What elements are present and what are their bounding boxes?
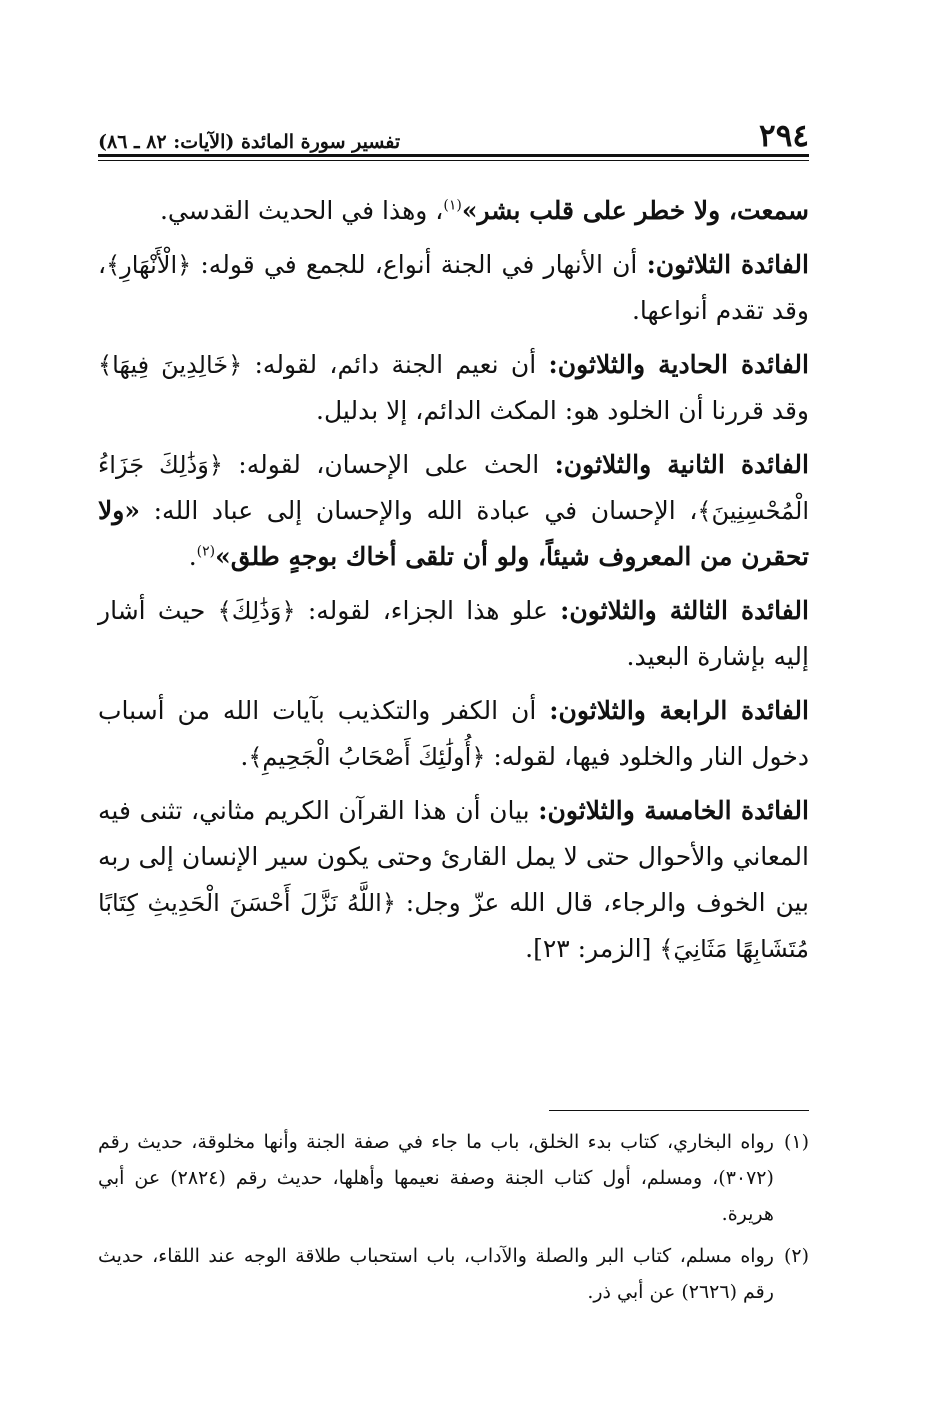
- surah-reference: [الزمر: ٢٣].: [525, 934, 660, 963]
- paragraph-text: .: [188, 542, 197, 571]
- header-rule-thick: [98, 154, 809, 157]
- paragraph-text: ، وهذا في الحديث القدسي.: [159, 196, 444, 225]
- benefit-31: [98, 342, 809, 434]
- quran-quote: ﴿اللَّهُ نَزَّلَ أَحْسَنَ الْحَدِيثِ كِتَابًا مُتَشَابِهًا مَثَانِيَ﴾: [98, 889, 809, 963]
- footnote-number: (٢): [783, 1245, 809, 1267]
- footnote-ref-1[interactable]: (١): [443, 197, 462, 214]
- quran-quote: ﴿خَالِدِينَ فِيهَا﴾: [98, 351, 243, 379]
- main-text: [98, 188, 809, 980]
- footnote-1: [98, 1124, 809, 1232]
- quran-quote: ﴿الْأَنْهَارِ﴾: [106, 251, 192, 279]
- benefit-heading: الفائدة الخامسة والثلاثون:: [538, 796, 809, 825]
- paragraph-text: حيث أشار إليه بإشارة البعيد.: [98, 596, 809, 671]
- page-number: ٢٩٤: [759, 118, 809, 154]
- paragraph-text: أن الكفر والتكذيب بآيات الله من أسباب دخول النار والخلود فيها، لقوله:: [98, 696, 809, 771]
- paragraph-text: وقد قررنا أن الخلود هو: المكث الدائم، إلا بدليل.: [316, 396, 809, 425]
- running-title: تفسير سورة المائدة (الآيات: ٨٢ ـ ٨٦): [98, 131, 401, 153]
- footnote-text: رواه البخاري، كتاب بدء الخلق، باب ما جاء في صفة الجنة وأنها مخلوقة، حديث رقم (٣٠٧٢)، ومسلم، أول كتاب الجنة وصفة نعيمها وأهلها، حديث رقم (٢٨٢٤) عن أبي هريرة.: [98, 1131, 774, 1225]
- footnote-ref-2[interactable]: (٢): [196, 543, 216, 560]
- quran-quote: ﴿وَذَٰلِكَ﴾: [217, 597, 296, 625]
- benefit-34: [98, 688, 809, 780]
- benefit-32: [98, 442, 809, 580]
- footnote-2: [98, 1238, 809, 1310]
- benefit-33: [98, 588, 809, 680]
- paragraph-text: ، وقد تقدم أنواعها.: [98, 250, 809, 325]
- page-header: [98, 112, 809, 158]
- footnotes: [98, 1124, 809, 1316]
- benefit-heading: الفائدة الحادية والثلاثون:: [548, 350, 809, 379]
- benefit-35: [98, 788, 809, 972]
- paragraph-text: بيان أن هذا القرآن الكريم مثاني، تثنى فيه المعاني والأحوال حتى لا يمل القارئ وحتى يكون سير الإنسان إلى ربه بين الخوف والرجاء، قال الله عزّ وجل:: [98, 796, 809, 917]
- hadith-fragment: سمعت، ولا خطر على قلب بشر»: [461, 196, 809, 225]
- benefit-heading: الفائدة الرابعة والثلاثون:: [549, 696, 809, 725]
- paragraph-text: .: [240, 742, 249, 771]
- paragraph-text: أن نعيم الجنة دائم، لقوله:: [242, 350, 549, 379]
- paragraph-text: أن الأنهار في الجنة أنواع، للجمع في قوله:: [191, 250, 647, 279]
- benefit-heading: الفائدة الثالثة والثلاثون:: [560, 596, 809, 625]
- footnote-text: رواه مسلم، كتاب البر والصلة والآداب، باب استحباب طلاقة الوجه عند اللقاء، حديث رقم (٢٦٢٦) عن أبي ذر.: [98, 1245, 774, 1303]
- benefit-heading: الفائدة الثانية والثلاثون:: [554, 450, 809, 479]
- quran-quote: ﴿وَذَٰلِكَ جَزَاءُ الْمُحْسِنِينَ﴾: [98, 451, 809, 525]
- footnote-number: (١): [783, 1131, 809, 1153]
- hadith-quote: «ولا تحقرن من المعروف شيئاً، ولو أن تلقى أخاك بوجهٍ طلق»: [98, 496, 809, 571]
- header-rule-thin: [98, 160, 809, 161]
- paragraph-continuation: [98, 188, 809, 234]
- paragraph-text: علو هذا الجزاء، لقوله:: [295, 596, 561, 625]
- paragraph-text: الحث على الإحسان، لقوله:: [222, 450, 555, 479]
- paragraph-text: ، الإحسان في عبادة الله والإحسان إلى عباد الله:: [139, 496, 698, 525]
- benefit-30: [98, 242, 809, 334]
- benefit-heading: الفائدة الثلاثون:: [646, 250, 809, 279]
- quran-quote: ﴿أُولَٰئِكَ أَصْحَابُ الْجَحِيمِ﴾: [248, 743, 486, 771]
- footnote-separator: [549, 1110, 809, 1111]
